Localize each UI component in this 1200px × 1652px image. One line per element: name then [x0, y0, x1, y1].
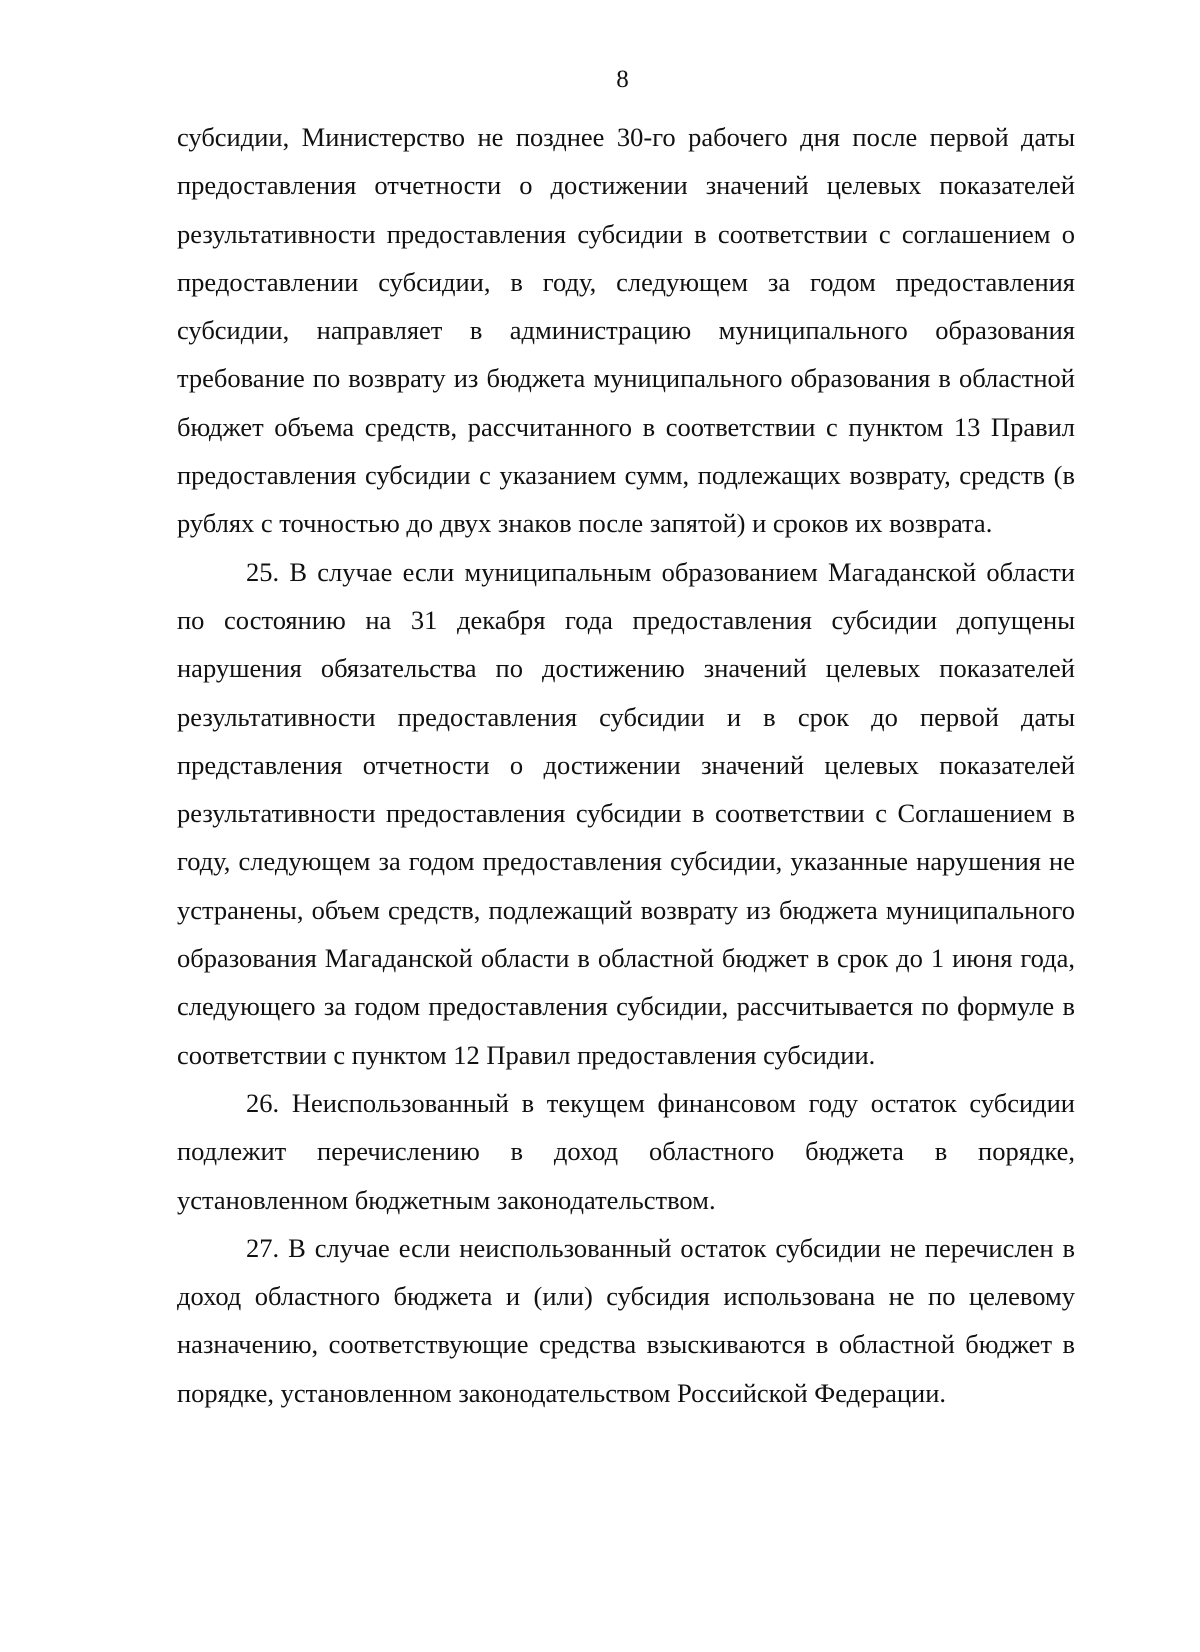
paragraph-24-continuation: субсидии, Министерство не позднее 30-го рабочего дня после первой даты предоставления отчетности о достижении значений целевых показателей результативности предоставления субсидии в соответствии с соглашением о предоставлении субсидии, в году, следующем за годом предоставления субсидии, направляет в администрацию муниципального образования требование по возврату из бюджета муниципального образования в областной бюджет объема средств, рассчитанного в соответствии с пунктом 13 Правил предоставления субсидии с указанием сумм, подлежащих возврату, средств (в рублях с точностью до двух знаков после запятой) и сроков их возврата.	[177, 122, 1075, 539]
paragraph-27: 27. В случае если неиспользованный остаток субсидии не перечислен в доход областного бюджета и (или) субсидия использована не по целевому назначению, соответствующие средства взыскиваются в областной бюджет в порядке, установленном законодательством Российской Федерации.	[177, 1232, 1075, 1408]
document-body	[177, 113, 1075, 1417]
paragraph-26: 26. Неиспользованный в текущем финансовом году остаток субсидии подлежит перечислению в доход областного бюджета в порядке, установленном бюджетным законодательством.	[177, 1087, 1075, 1215]
page-number: 8	[616, 66, 629, 93]
paragraph-25: 25. В случае если муниципальным образованием Магаданской области по состоянию на 31 декабря года предоставления субсидии допущены нарушения обязательства по достижению значений целевых показателей результативности предоставления субсидии и в срок до первой даты представления отчетности о достижении значений целевых показателей результативности предоставления субсидии в соответствии с Соглашением в году, следующем за годом предоставления субсидии, указанные нарушения не устранены, объем средств, подлежащий возврату из бюджета муниципального образования Магаданской области в областной бюджет в срок до 1 июня года, следующего за годом предоставления субсидии, рассчитывается по формуле в соответствии с пунктом 12 Правил предоставления субсидии.	[177, 556, 1075, 1070]
